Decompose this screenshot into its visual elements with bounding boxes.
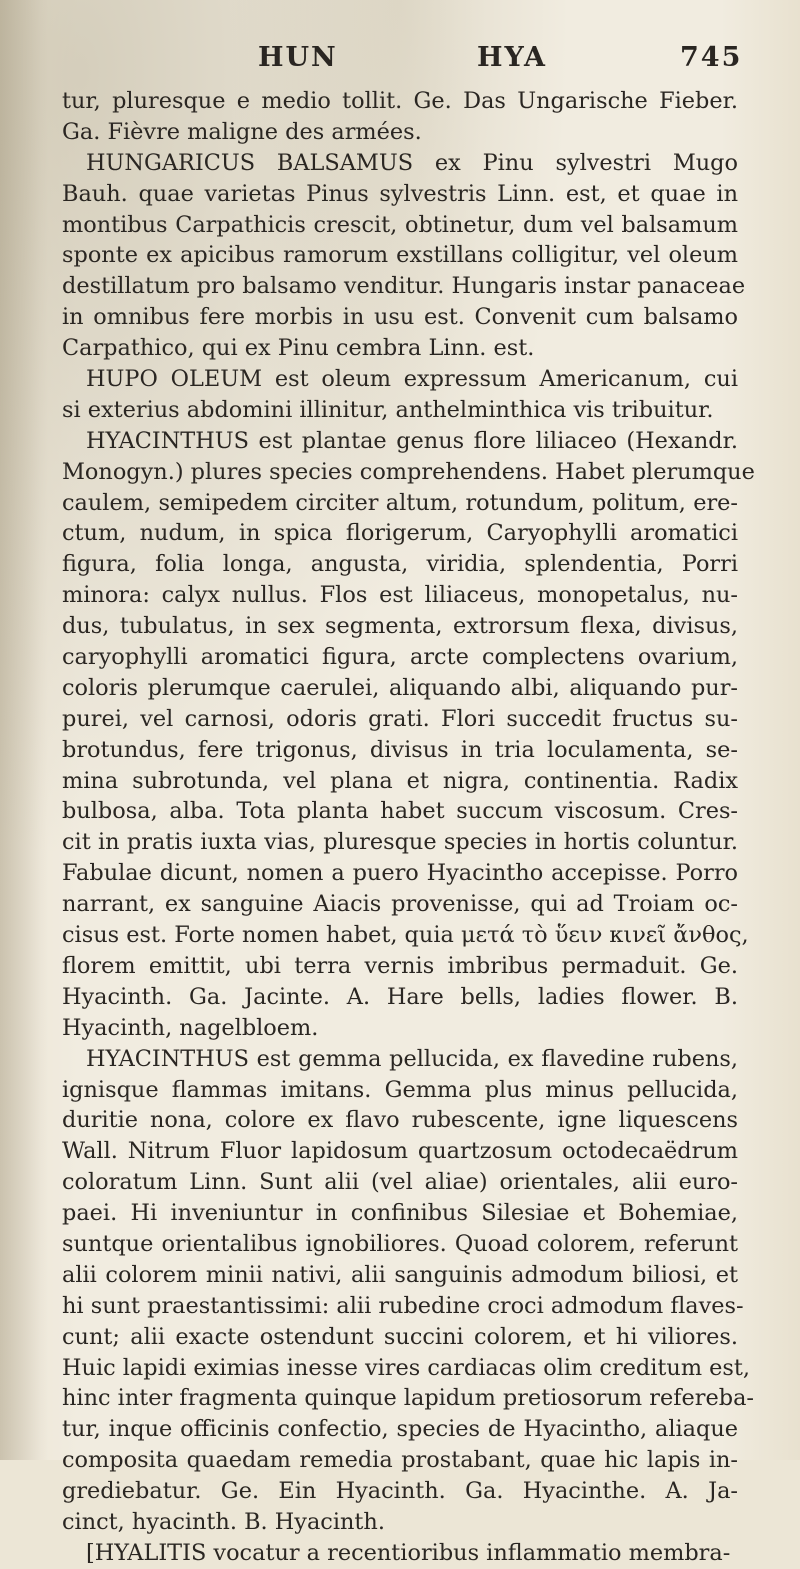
text-line: Monogyn.) plures species comprehendens. Habet plerumque bbox=[62, 458, 755, 485]
text-line: figura, folia longa, angusta, viridia, splendentia, Porri bbox=[62, 551, 738, 578]
text-line: Hyacinth, nagelbloem. bbox=[62, 1014, 319, 1041]
text-line: tur, inque officinis confectio, species de Hyacintho, aliaque bbox=[62, 1416, 738, 1443]
text-line: cisus est. Forte nomen habet, quia μετά τὸ ὕειν κινεῖ ἄνθος, bbox=[62, 922, 749, 949]
text-line: brotundus, fere trigonus, divisus in tria loculamenta, se- bbox=[62, 736, 738, 763]
running-header bbox=[0, 42, 800, 76]
text-line: in omnibus fere morbis in usu est. Convenit cum balsamo bbox=[62, 304, 738, 331]
text-line: coloris plerumque caerulei, aliquando albi, aliquando pur- bbox=[62, 674, 738, 701]
text-line: destillatum pro balsamo venditur. Hungaris instar panaceae bbox=[62, 273, 746, 300]
text-line: cit in pratis iuxta vias, pluresque species in hortis coluntur. bbox=[62, 829, 738, 856]
text-line: bulbosa, alba. Tota planta habet succum viscosum. Cres- bbox=[62, 798, 738, 825]
header-middle-word: HYA bbox=[477, 42, 548, 73]
text-line: paei. Hi inveniuntur in confinibus Silesiae et Bohemiae, bbox=[62, 1200, 738, 1227]
text-line: Bauh. quae varietas Pinus sylvestris Linn. est, et quae in bbox=[62, 180, 738, 207]
text-line: Fabulae dicunt, nomen a puero Hyacintho accepisse. Porro bbox=[62, 860, 738, 887]
text-line: ctum, nudum, in spica florigerum, Caryophylli aromatici bbox=[62, 520, 738, 547]
text-line: suntque orientalibus ignobiliores. Quoad colorem, referunt bbox=[62, 1230, 738, 1257]
text-line: cunt; alii exacte ostendunt succini colorem, et hi viliores. bbox=[62, 1323, 738, 1350]
text-line: [HYALITIS vocatur a recentioribus inflammatio membra- bbox=[86, 1539, 731, 1566]
text-line: duritie nona, colore ex flavo rubescente, igne liquescens bbox=[62, 1107, 738, 1134]
text-line: Wall. Nitrum Fluor lapidosum quartzosum octodecaëdrum bbox=[62, 1138, 738, 1165]
text-line: florem emittit, ubi terra vernis imbribus permaduit. Ge. bbox=[62, 952, 738, 979]
text-line: Hyacinth. Ga. Jacinte. A. Hare bells, ladies flower. B. bbox=[62, 983, 738, 1010]
text-line: coloratum Linn. Sunt alii (vel aliae) orientales, alii euro- bbox=[62, 1169, 738, 1196]
text-line: HUPO OLEUM est oleum expressum Americanum, cui bbox=[86, 366, 738, 393]
text-line: tur, pluresque e medio tollit. Ge. Das Ungarische Fieber. bbox=[62, 88, 738, 114]
text-line: hinc inter fragmenta quinque lapidum pretiosorum refereba- bbox=[62, 1385, 754, 1412]
text-line: Huic lapidi eximias inesse vires cardiacas olim creditum est, bbox=[62, 1354, 751, 1381]
text-line: HUNGARICUS BALSAMUS ex Pinu sylvestri Mugo bbox=[86, 149, 738, 176]
text-line: composita quaedam remedia prostabant, quae hic lapis in- bbox=[62, 1447, 738, 1474]
text-line: purei, vel carnosi, odoris grati. Flori succedit fructus su- bbox=[62, 705, 738, 732]
text-line: montibus Carpathicis crescit, obtinetur, dum vel balsamum bbox=[62, 211, 738, 238]
text-line: grediebatur. Ge. Ein Hyacinth. Ga. Hyacinthe. A. Ja- bbox=[62, 1478, 738, 1505]
text-line: dus, tubulatus, in sex segmenta, extrorsum flexa, divisus, bbox=[62, 613, 738, 640]
text-line: HYACINTHUS est plantae genus flore liliaceo (Hexandr. bbox=[86, 427, 738, 454]
text-line: alii colorem minii nativi, alii sanguinis admodum biliosi, et bbox=[62, 1261, 738, 1288]
text-line: narrant, ex sanguine Aiacis provenisse, qui ad Troiam oc- bbox=[62, 891, 738, 918]
text-line: hi sunt praestantissimi: alii rubedine croci admodum flaves- bbox=[62, 1292, 744, 1319]
text-line: mina subrotunda, vel plana et nigra, continentia. Radix bbox=[62, 767, 738, 794]
text-line: HYACINTHUS est gemma pellucida, ex flavedine rubens, bbox=[86, 1045, 738, 1072]
text-line: minora: calyx nullus. Flos est liliaceus, monopetalus, nu- bbox=[62, 582, 738, 609]
text-line: sponte ex apicibus ramorum exstillans colligitur, vel oleum bbox=[62, 242, 738, 269]
text-line: si exterius abdomini illinitur, anthelminthica vis tribuitur. bbox=[62, 396, 714, 423]
page-number: 745 bbox=[680, 42, 743, 73]
text-line: Ga. Fièvre maligne des armées. bbox=[62, 118, 422, 145]
text-line: ignisque flammas imitans. Gemma plus minus pellucida, bbox=[62, 1076, 738, 1103]
text-line: cinct, hyacinth. B. Hyacinth. bbox=[62, 1508, 385, 1535]
text-line: caryophylli aromatici figura, arcte complectens ovarium, bbox=[62, 644, 738, 671]
body-text bbox=[62, 86, 755, 1569]
page-gutter-shadow bbox=[0, 0, 48, 1460]
text-line: Carpathico, qui ex Pinu cembra Linn. est. bbox=[62, 335, 535, 362]
header-left-word: HUN bbox=[258, 42, 338, 73]
text-line: caulem, semipedem circiter altum, rotundum, politum, ere- bbox=[62, 489, 738, 516]
